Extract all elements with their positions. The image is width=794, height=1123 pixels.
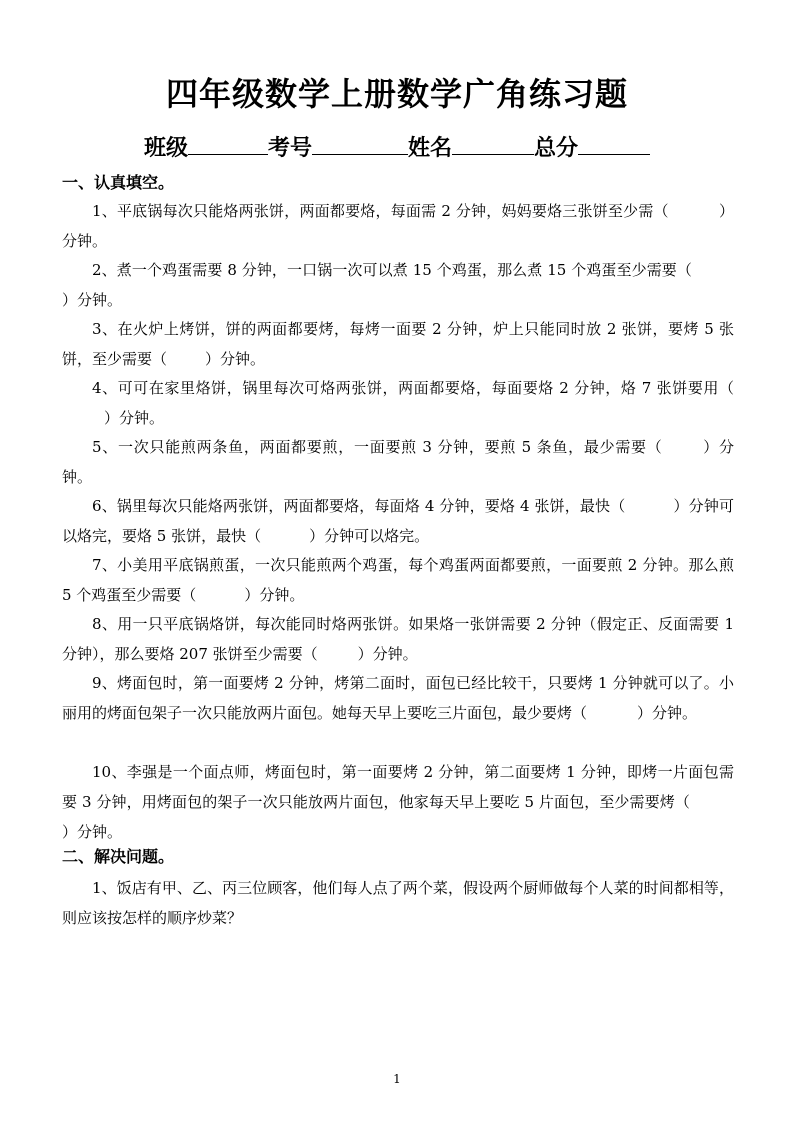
section-2-heading: 二、解决问题。 [62, 847, 175, 866]
question-3: 3、在火炉上烤饼，饼的两面都要烤，每烤一面要 2 分钟，炉上只能同时放 2 张饼，要烤 5 张饼，至少需要（ ）分钟。 [62, 320, 734, 368]
exam-no-blank[interactable] [312, 128, 408, 155]
question-1: 1、平底锅每次只能烙两张饼，两面都要烙，每面需 2 分钟，妈妈要烙三张饼至少需（ ）分钟。 [62, 202, 734, 250]
question-4: 4、可可在家里烙饼，锅里每次可烙两张饼，两面都要烙，每面要烙 2 分钟，烙 7 张饼要用（）分钟。 [92, 379, 734, 427]
question-7: 7、小美用平底锅煎蛋，一次只能煎两个鸡蛋，每个鸡蛋两面都要煎，一面要煎 2 分钟。那么煎 5 个鸡蛋至少需要（ ）分钟。 [62, 556, 734, 604]
question-8: 8、用一只平底锅烙饼，每次能同时烙两张饼。如果烙一张饼需要 2 分钟（假定正、反面需要 1 分钟），那么要烙 207 张饼至少需要（ ）分钟。 [62, 615, 734, 663]
name-blank[interactable] [452, 128, 534, 155]
page-number: 1 [393, 1072, 401, 1086]
exam-no-field [268, 128, 408, 166]
exam-no-label: 考号 [267, 136, 312, 161]
question-6: 6、锅里每次只能烙两张饼，两面都要烙，每面烙 4 分钟，要烙 4 张饼，最快（ ）分钟可以烙完，要烙 5 张饼，最快（ ）分钟可以烙完。 [62, 497, 734, 545]
total-score-label: 总分 [534, 136, 579, 161]
student-info-row [0, 128, 794, 166]
name-label: 姓名 [408, 136, 453, 161]
question-9: 9、烤面包时，第一面要烤 2 分钟，烤第二面时，面包已经比较干，只要烤 1 分钟就可以了。小丽用的烤面包架子一次只能放两片面包。她每天早上要吃三片面包，最少要烤（ ）分钟。 [62, 674, 734, 722]
question-10: 10、李强是一个面点师，烤面包时，第一面要烤 2 分钟，第二面要烤 1 分钟，即烤一片面包需要 3 分钟，用烤面包的架子一次只能放两片面包，他家每天早上要吃 5 片面包，至少需要烤（）分钟。 [62, 763, 734, 841]
section-1-heading: 一、认真填空。 [62, 173, 175, 192]
question-2: 2、煮一个鸡蛋需要 8 分钟，一口锅一次可以煮 15 个鸡蛋，那么煮 15 个鸡蛋至少需要（）分钟。 [62, 261, 692, 309]
name-field [408, 128, 534, 166]
total-score-field [534, 128, 650, 166]
problem-1: 1、饭店有甲、乙、丙三位顾客，他们每人点了两个菜，假设两个厨师做每个人菜的时间都相等，则应该按怎样的顺序炒菜？ [62, 879, 734, 927]
page-title: 四年级数学上册数学广角练习题 [165, 75, 628, 113]
total-score-blank[interactable] [578, 128, 650, 155]
class-blank[interactable] [188, 128, 268, 155]
class-field [144, 128, 268, 166]
class-label: 班级 [143, 136, 188, 161]
question-5: 5、一次只能煎两条鱼，两面都要煎，一面要煎 3 分钟，要煎 5 条鱼，最少需要（ ）分钟。 [62, 438, 734, 486]
